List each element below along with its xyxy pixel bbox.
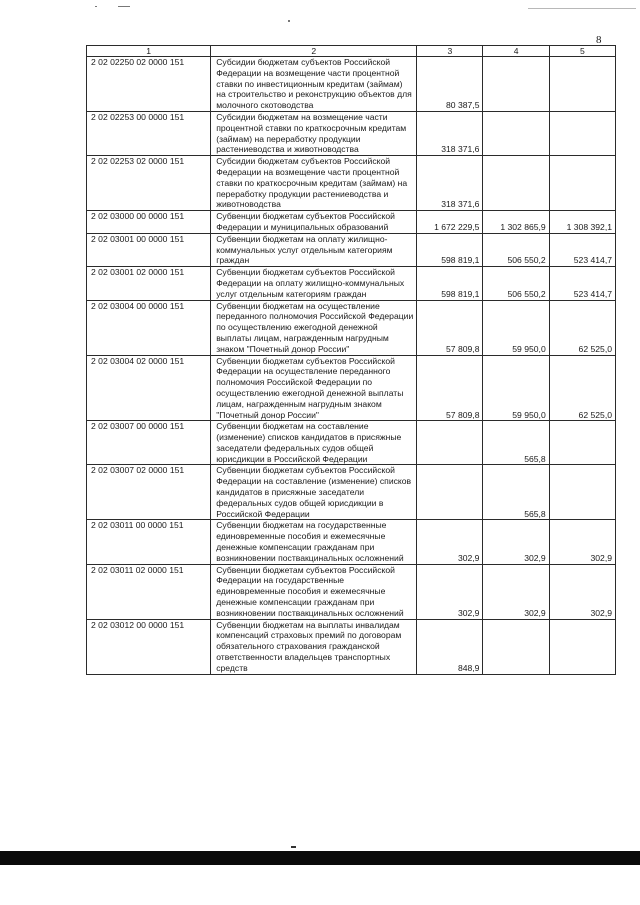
budget-revenue-table [86,45,616,675]
amount-col4-cell: 506 550,2 [483,233,549,266]
budget-code-cell: 2 02 03001 02 0000 151 [87,267,211,300]
amount-col4-cell: 565,8 [483,421,549,465]
table-row [87,300,616,355]
scan-speck [118,6,130,7]
column-header-1: 1 [87,46,211,57]
table-row [87,211,616,234]
amount-col4-cell: 565,8 [483,465,549,520]
amount-col5-cell: 302,9 [549,520,615,564]
item-name-cell: Субвенции бюджетам субъектов Российской Федерации на оплату жилищно-коммунальных услуг отдельным категориям граждан [211,267,417,300]
budget-code-cell: 2 02 02250 02 0000 151 [87,57,211,112]
table-row [87,57,616,112]
item-name-cell: Субсидии бюджетам субъектов Российской Федерации на возмещение части процентной ставки по инвестиционным кредитам (займам) на строительство и реконструкцию объектов для молочного скотоводства [211,57,417,112]
budget-code-cell: 2 02 03004 02 0000 151 [87,355,211,421]
amount-col5-cell [549,465,615,520]
table-row [87,233,616,266]
amount-col5-cell [549,421,615,465]
item-name-cell: Субсидии бюджетам на возмещение части процентной ставки по краткосрочным кредитам (займам) на переработку продукции растениеводства и животноводства [211,111,417,155]
budget-code-cell: 2 02 03004 00 0000 151 [87,300,211,355]
page-number: 8 [596,34,602,46]
amount-col5-cell [549,57,615,112]
item-name-cell: Субвенции бюджетам на составление (изменение) списков кандидатов в присяжные заседатели федеральных судов общей юрисдикции в Российской Федерации [211,421,417,465]
scan-speck [288,20,290,22]
table-row [87,156,616,211]
amount-col5-cell: 62 525,0 [549,300,615,355]
amount-col4-cell: 59 950,0 [483,355,549,421]
amount-col5-cell: 302,9 [549,564,615,619]
table-row [87,421,616,465]
item-name-cell: Субвенции бюджетам на оплату жилищно-коммунальных услуг отдельным категориям граждан [211,233,417,266]
amount-col4-cell: 59 950,0 [483,300,549,355]
item-name-cell: Субсидии бюджетам субъектов Российской Федерации на возмещение части процентной ставки по краткосрочным кредитам (займам) на переработку продукции растениеводства и животноводства [211,156,417,211]
budget-code-cell: 2 02 03011 02 0000 151 [87,564,211,619]
scan-speck-bottom [291,846,296,848]
budget-code-cell: 2 02 03001 00 0000 151 [87,233,211,266]
amount-col3-cell: 598 819,1 [417,233,483,266]
scan-edge-line-top-right [528,8,636,9]
column-header-5: 5 [549,46,615,57]
amount-col3-cell: 302,9 [417,520,483,564]
item-name-cell: Субвенции бюджетам субъектов Российской Федерации и муниципальных образований [211,211,417,234]
table-row [87,111,616,155]
item-name-cell: Субвенции бюджетам субъектов Российской Федерации на составление (изменение) списков кандидатов в присяжные заседатели федеральных судов общей юрисдикции в Российской Федерации [211,465,417,520]
table-row [87,355,616,421]
amount-col4-cell [483,156,549,211]
item-name-cell: Субвенции бюджетам субъектов Российской Федерации на осуществление переданного полномочия Российской Федерации по осуществлению ежегодной денежной выплаты лицам, награжденным нагрудным знаком "Почетный донор России" [211,355,417,421]
table-row [87,465,616,520]
table-row [87,619,616,674]
amount-col3-cell: 1 672 229,5 [417,211,483,234]
scan-edge-bar-bottom [0,851,640,865]
item-name-cell: Субвенции бюджетам на осуществление переданного полномочия Российской Федерации по осуществлению ежегодной денежной выплаты лицам, награжденным нагрудным знаком "Почетный донор России" [211,300,417,355]
budget-code-cell: 2 02 03011 00 0000 151 [87,520,211,564]
budget-code-cell: 2 02 02253 02 0000 151 [87,156,211,211]
amount-col3-cell: 57 809,8 [417,355,483,421]
item-name-cell: Субвенции бюджетам на государственные единовременные пособия и ежемесячные денежные компенсации гражданам при возникновении поствакцинальных осложнений [211,520,417,564]
column-header-2: 2 [211,46,417,57]
item-name-cell: Субвенции бюджетам на выплаты инвалидам компенсаций страховых премий по договорам обязательного страхования гражданской ответственности владельцев транспортных средств [211,619,417,674]
amount-col5-cell: 523 414,7 [549,233,615,266]
amount-col5-cell [549,156,615,211]
amount-col3-cell [417,421,483,465]
amount-col4-cell [483,57,549,112]
amount-col3-cell: 318 371,6 [417,156,483,211]
budget-code-cell: 2 02 03012 00 0000 151 [87,619,211,674]
amount-col4-cell: 302,9 [483,520,549,564]
amount-col3-cell: 302,9 [417,564,483,619]
amount-col4-cell [483,619,549,674]
amount-col4-cell: 1 302 865,9 [483,211,549,234]
amount-col4-cell: 506 550,2 [483,267,549,300]
amount-col4-cell [483,111,549,155]
amount-col5-cell: 1 308 392,1 [549,211,615,234]
table-row [87,520,616,564]
amount-col3-cell: 848,9 [417,619,483,674]
amount-col5-cell [549,619,615,674]
amount-col3-cell [417,465,483,520]
budget-code-cell: 2 02 02253 00 0000 151 [87,111,211,155]
amount-col3-cell: 318 371,6 [417,111,483,155]
budget-code-cell: 2 02 03007 00 0000 151 [87,421,211,465]
amount-col5-cell: 523 414,7 [549,267,615,300]
amount-col3-cell: 80 387,5 [417,57,483,112]
column-header-3: 3 [417,46,483,57]
column-header-4: 4 [483,46,549,57]
table-row [87,267,616,300]
item-name-cell: Субвенции бюджетам субъектов Российской Федерации на государственные единовременные пособия и ежемесячные денежные компенсации гражданам при возникновении поствакцинальных осложнений [211,564,417,619]
amount-col3-cell: 598 819,1 [417,267,483,300]
amount-col5-cell [549,111,615,155]
table-header-row [87,46,616,57]
scan-speck [95,6,97,7]
amount-col5-cell: 62 525,0 [549,355,615,421]
budget-code-cell: 2 02 03007 02 0000 151 [87,465,211,520]
amount-col3-cell: 57 809,8 [417,300,483,355]
amount-col4-cell: 302,9 [483,564,549,619]
table-row [87,564,616,619]
budget-code-cell: 2 02 03000 00 0000 151 [87,211,211,234]
